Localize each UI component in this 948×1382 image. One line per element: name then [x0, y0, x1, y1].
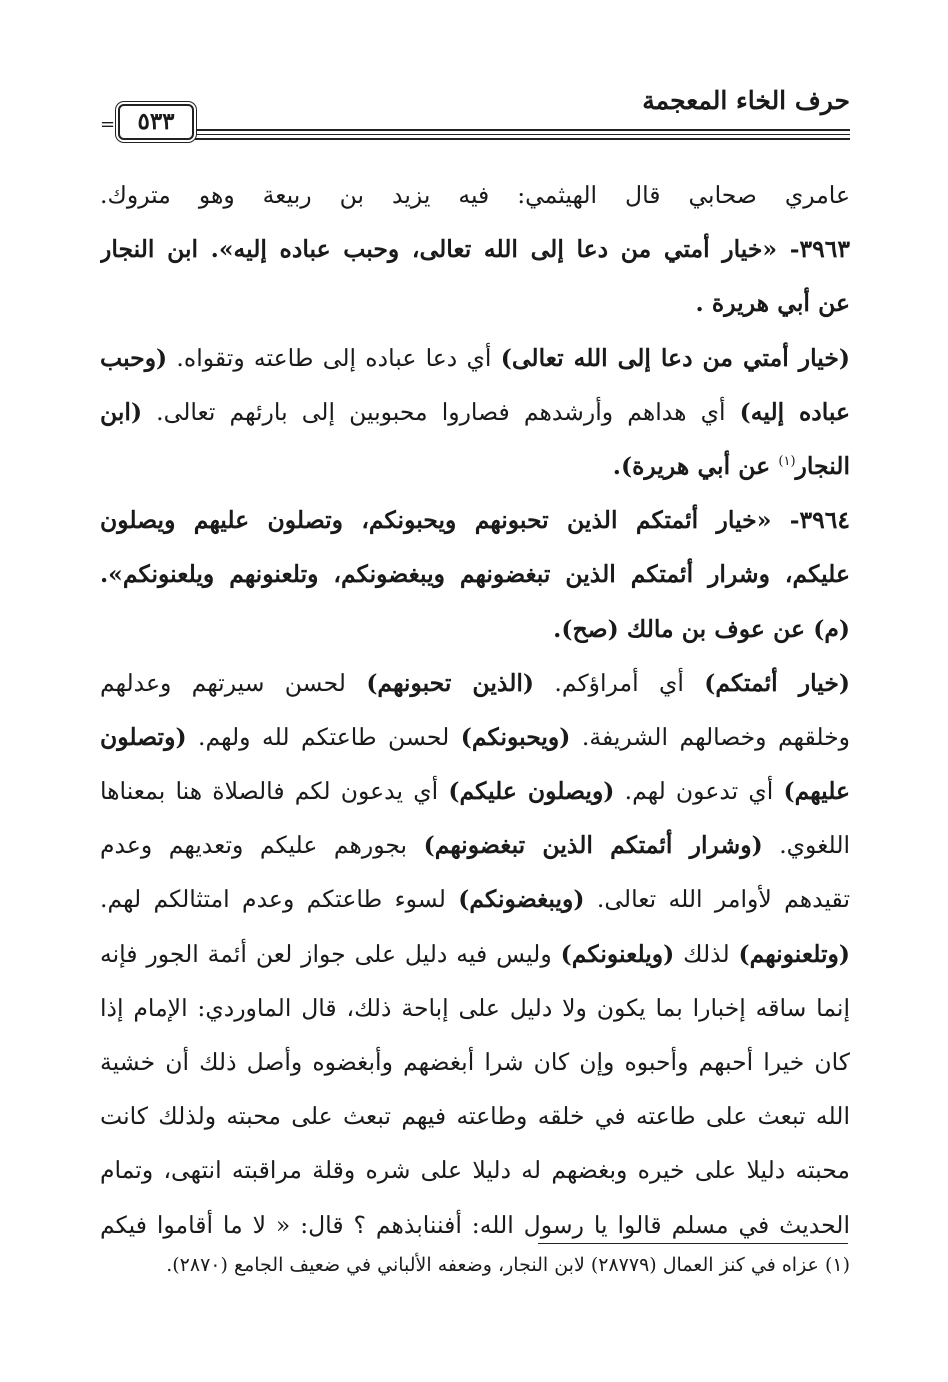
header-ornament: =: [100, 114, 116, 135]
text-run: أي يدعون لكم فالصلاة هنا بمعناها: [100, 777, 449, 806]
text-run: كان خيرا أحبهم وأحبوه وإن كان شرا أبغضهم وأبغضوه وأصل ذلك أن خشية: [100, 1048, 850, 1076]
text-line: [100, 222, 850, 276]
text-line: [100, 331, 850, 385]
text-run: وليس فيه دليل على جواز لعن أئمة الجور فإنه: [100, 939, 561, 968]
bold-text: (وتلعنونهم): [738, 939, 850, 968]
bold-text: عليكم، وشرار أئمتكم الذين تبغضونهم ويبغضونكم، وتلعنونهم ويلعنونكم».: [100, 560, 850, 589]
text-line: [100, 547, 850, 601]
body-text: [100, 168, 850, 1252]
bold-text: النجار: [795, 451, 850, 480]
bold-text: (وتصلون: [100, 722, 187, 751]
bold-text: عن أبي هريرة .: [695, 289, 850, 318]
text-line: [100, 276, 850, 330]
text-run: تقيدهم لأوامر الله تعالى.: [584, 885, 850, 914]
bold-text: (خيار أمتي من دعا إلى الله تعالى): [500, 343, 850, 372]
bold-text: (ويحبونكم): [460, 722, 571, 751]
footnote: (١) عزاه في كنز العمال (٢٨٧٧٩) لابن النجار، وضعفه الألباني في ضعيف الجامع (٢٨٧٠).: [166, 1254, 850, 1276]
text-run: إنما ساقه إخبارا بما يكون ولا دليل على إباحة ذلك، قال الماوردي: الإمام إذا: [100, 993, 850, 1022]
text-line: [100, 385, 850, 439]
bold-text: (م) عن عوف بن مالك (صح).: [553, 614, 850, 643]
text-run: اللغوي.: [762, 831, 850, 860]
text-line: [100, 439, 850, 493]
text-run: الحديث في مسلم قالوا يا رسول الله: أفننابذهم ؟ قال: « لا ما أقاموا فيكم: [100, 1210, 850, 1239]
text-run: لحسن طاعتكم لله ولهم.: [186, 722, 461, 751]
text-run: لسوء طاعتكم وعدم امتثالكم لهم.: [100, 885, 459, 914]
footnote-ref: (١): [778, 454, 796, 470]
bold-text: (ابن: [100, 397, 143, 426]
text-line: [100, 872, 850, 926]
header-rule: [195, 138, 850, 140]
text-run: أي دعا عباده إلى طاعته وتقواه.: [167, 343, 501, 372]
footnote-separator: [538, 1243, 848, 1244]
bold-text: (خيار أئمتكم): [704, 668, 850, 697]
text-run: محبته دليلا على خيره وبغضهم له دليلا على شره وقلة مراقبته انتهى، وتمام: [100, 1156, 850, 1185]
text-line: [100, 1035, 850, 1089]
text-run: الله تبعث على طاعته في خلقه وطاعته فيهم تبعث على محبته ولذلك كانت: [100, 1102, 850, 1131]
header-rule: [195, 129, 850, 131]
page-number: ٥٣٣: [118, 104, 194, 140]
bold-text: (الذين تحبونهم): [366, 668, 535, 697]
bold-text: ٣٩٦٤- «خيار أئمتكم الذين تحبونهم ويحبونكم، وتصلون عليهم ويصلون: [100, 506, 850, 535]
text-line: [100, 656, 850, 710]
bold-text: (ويبغضونكم): [458, 885, 585, 914]
bold-text: (وحبب: [100, 343, 168, 372]
text-run: أي هداهم وأرشدهم فصاروا محبوبين إلى بارئهم تعالى.: [142, 397, 740, 426]
text-run: وخلقهم وخصالهم الشريفة.: [570, 722, 850, 751]
chapter-title: حرف الخاء المعجمة: [642, 86, 850, 115]
text-run: أي أمراؤكم.: [534, 668, 705, 697]
text-line: [100, 764, 850, 818]
text-line: [100, 818, 850, 872]
text-run: أي تدعون لهم.: [614, 777, 784, 806]
bold-text: ٣٩٦٣- «خيار أمتي من دعا إلى الله تعالى، وحبب عباده إليه». ابن النجار: [100, 235, 850, 264]
text-line: [100, 602, 850, 656]
text-run: لحسن سيرتهم وعدلهم: [100, 668, 367, 697]
text-run: عامري صحابي قال الهيثمي: فيه يزيد بن ربيعة وهو متروك.: [100, 181, 850, 209]
bold-text: (ويصلون عليكم): [448, 777, 615, 806]
text-line: [100, 981, 850, 1035]
text-line: [100, 1143, 850, 1197]
text-run: بجورهم عليكم وتعديهم وعدم: [100, 831, 424, 860]
bold-text: عن أبي هريرة).: [612, 451, 779, 480]
bold-text: عباده إليه): [739, 397, 850, 426]
bold-text: (ويلعنونكم): [560, 939, 675, 968]
bold-text: عليهم): [783, 777, 850, 806]
text-line: [100, 710, 850, 764]
text-run: لذلك: [674, 939, 739, 968]
running-header: [100, 80, 850, 150]
bold-text: (وشرار أئمتكم الذين تبغضونهم): [423, 831, 763, 860]
text-line: [100, 927, 850, 981]
header-rule: [195, 134, 850, 135]
text-line: [100, 1089, 850, 1143]
text-line: [100, 493, 850, 547]
text-line: [100, 168, 850, 222]
